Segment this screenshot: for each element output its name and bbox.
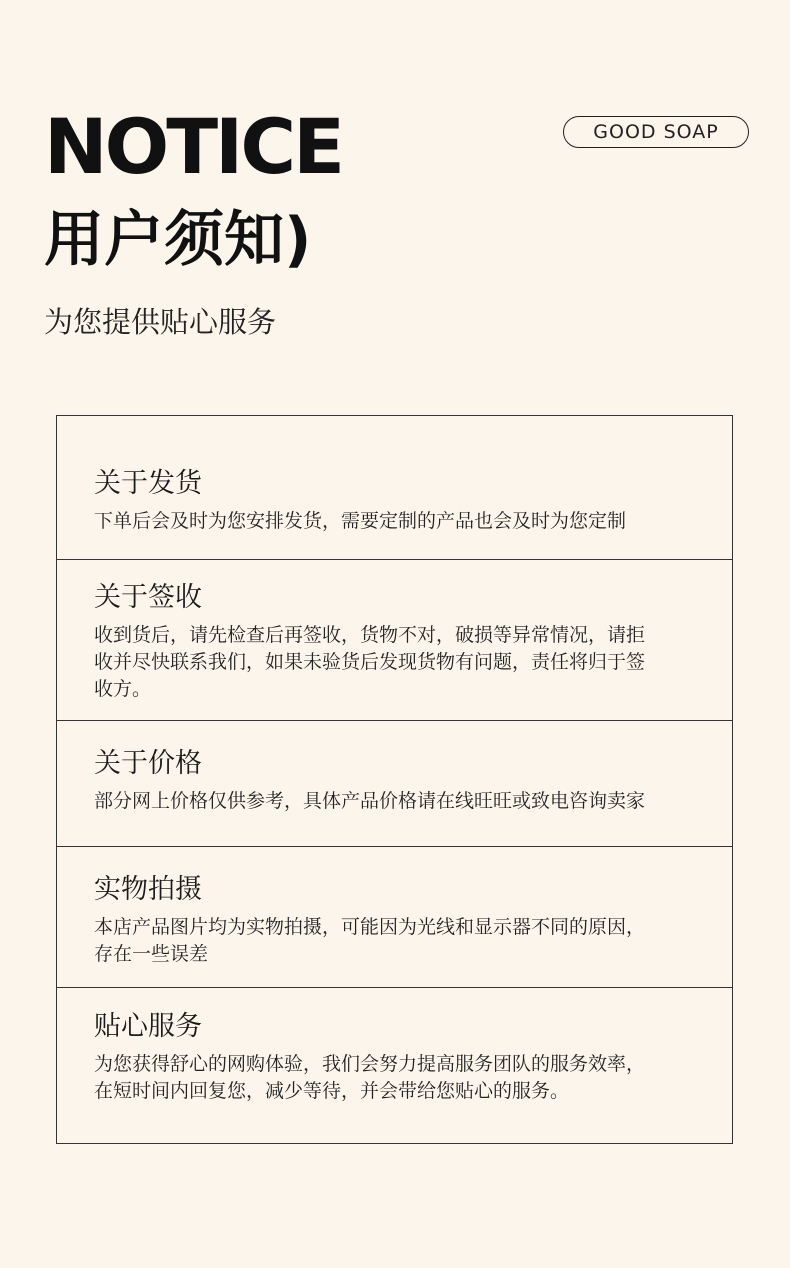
section-body [94,788,712,815]
section-line: 本店产品图片均为实物拍摄，可能因为光线和显示器不同的原因， [94,916,646,938]
section-divider [57,720,732,721]
section-divider [57,987,732,988]
brand-badge: GOOD SOAP [563,116,749,148]
section-line: 部分网上价格仅供参考，具体产品价格请在线旺旺或致电咨询卖家 [94,790,646,812]
notice-heading: NOTICE [44,102,343,191]
notice-card [56,415,733,1144]
section-body [94,508,712,535]
section-line: 为您获得舒心的网购体验，我们会努力提高服务团队的服务效率， [94,1053,646,1075]
section-receipt [57,578,732,703]
section-line: 下单后会及时为您安排发货，需要定制的产品也会及时为您定制 [94,510,627,532]
section-price [57,744,732,815]
section-service [57,1007,732,1105]
section-body [94,1051,712,1105]
section-line: 收方。 [94,678,152,700]
section-line: 在短时间内回复您，减少等待，并会带给您贴心的服务。 [94,1080,570,1102]
section-divider [57,846,732,847]
section-title: 关于发货 [94,468,202,499]
page-title: 用户须知) [44,205,312,275]
section-line: 收并尽快联系我们，如果未验货后发现货物有问题，责任将归于签 [94,651,646,673]
section-title: 实物拍摄 [94,874,202,905]
page-subtitle: 为您提供贴心服务 [44,305,277,339]
section-title: 关于签收 [94,582,202,613]
section-line: 存在一些误差 [94,943,209,965]
section-title: 贴心服务 [94,1011,202,1042]
section-shipping [57,464,732,535]
section-line: 收到货后，请先检查后再签收，货物不对，破损等异常情况，请拒 [94,624,646,646]
section-photos [57,870,732,968]
section-title: 关于价格 [94,748,202,779]
section-divider [57,559,732,560]
section-body [94,622,712,703]
section-body [94,914,712,968]
